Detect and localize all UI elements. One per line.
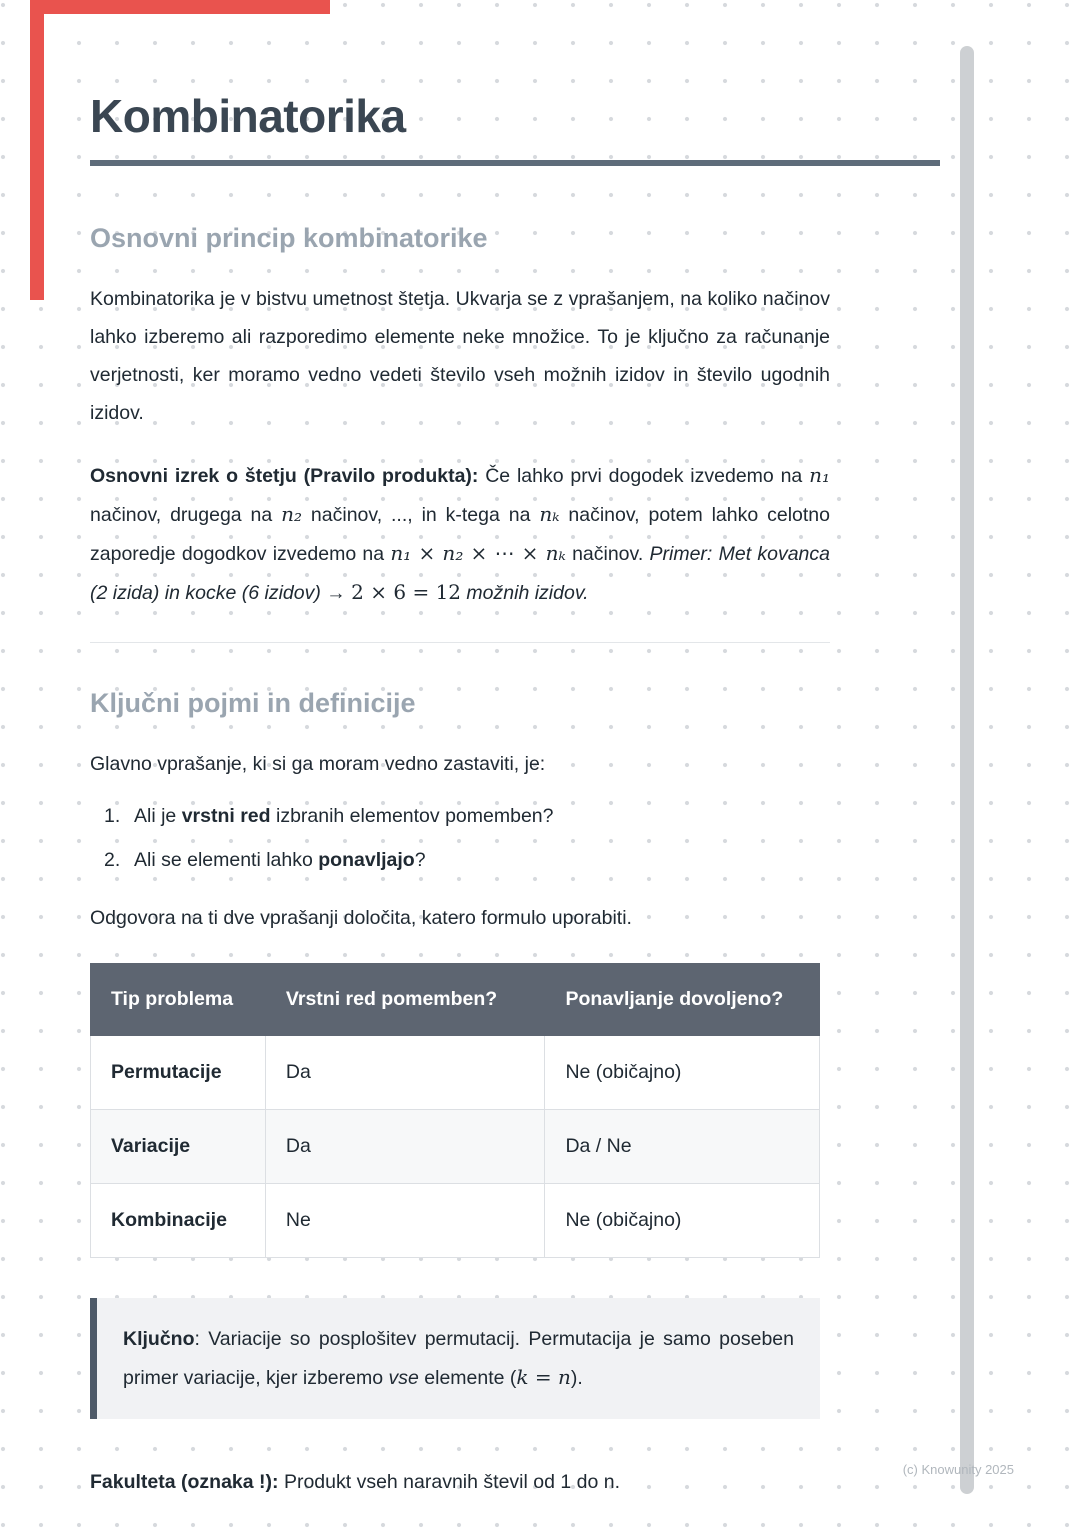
text-segment: Osnovni izrek o štetju (Pravilo produkta): (90, 465, 479, 487)
list-number: 1. (104, 805, 121, 827)
table-cell: Variacije (91, 1110, 266, 1184)
corner-accent-horizontal (30, 0, 330, 14)
text-segment-italic: vse (388, 1367, 419, 1389)
table-row-kombinacije (91, 1184, 820, 1258)
list-item (90, 841, 830, 879)
footer-credit: (c) Knowunity 2025 (902, 1462, 1014, 1477)
text-segment: načinov. (565, 543, 650, 565)
paragraph-intro: Kombinatorika je v bistvu umetnost štetja. Ukvarja se z vprašanjem, na koliko načinov lahko izberemo ali razporedimo elemente neke množice. To je ključno za računanje verjetnosti, ker moramo vedno vedeti število vseh možnih izidov in število ugodnih izidov. (90, 288, 830, 424)
section-divider (90, 642, 830, 643)
text-segment: : Variacije so posplošitev permutacij. Permutacija je samo poseben primer variacije, kjer izberemo (123, 1328, 794, 1389)
section-heading-key-terms: Ključni pojmi in definicije (90, 688, 416, 718)
document-content (90, 88, 830, 1501)
text-segment-bold: vrstni red (181, 805, 271, 827)
section-heading-basic-principle: Osnovni princip kombinatorike (90, 223, 488, 253)
text-segment: načinov, ..., in k-tega na (302, 504, 540, 526)
table-header-cell: Tip problema (91, 964, 266, 1036)
list-item-text (134, 797, 553, 835)
paragraph-answers: Odgovora na ti dve vprašanji določita, katero formulo uporabiti. (90, 907, 632, 929)
table-row-permutacije (91, 1036, 820, 1110)
list-item (90, 797, 830, 835)
title-rule (90, 160, 940, 166)
table-cell: Ne (običajno) (545, 1036, 820, 1110)
text-segment: načinov, potem lahko celotno zaporedje dogodkov izvedemo na (90, 504, 830, 565)
table-cell: Permutacije (91, 1036, 266, 1110)
list-number: 2. (104, 849, 121, 871)
list-item-text (134, 841, 426, 879)
table-header-cell: Ponavljanje dovoljeno? (545, 964, 820, 1036)
corner-accent-vertical (30, 0, 44, 300)
problem-type-table (90, 963, 820, 1258)
math-k-equals-n: k = n (516, 1365, 571, 1389)
paragraph-product-rule (90, 456, 830, 612)
math-n2: n₂ (281, 502, 303, 526)
math-example-result: 2 × 6 = 12 (351, 580, 462, 604)
math-product-formula: n₁ × n₂ × ⋯ × nₖ (390, 541, 566, 565)
table-cell: Da (265, 1036, 545, 1110)
math-n1: n₁ (809, 463, 830, 487)
text-segment: Ali je (134, 805, 182, 827)
math-nk: nₖ (539, 502, 560, 526)
table-row-variacije (91, 1110, 820, 1184)
table-cell: Ne (265, 1184, 545, 1258)
text-segment-bold: Ključno (123, 1328, 195, 1350)
text-segment: Ali se elementi lahko (134, 849, 319, 871)
table-header-cell: Vrstni red pomemben? (265, 964, 545, 1036)
text-segment-bold: Fakulteta (oznaka !): (90, 1471, 279, 1493)
key-note-callout (90, 1298, 820, 1419)
text-segment: načinov, drugega na (90, 504, 282, 526)
text-segment: Produkt vseh naravnih števil od 1 do n. (278, 1471, 620, 1493)
table-cell: Da (265, 1110, 545, 1184)
table-cell: Ne (običajno) (545, 1184, 820, 1258)
text-segment: ). (570, 1367, 583, 1389)
table-header-row (91, 964, 820, 1036)
page-title: Kombinatorika (90, 90, 406, 142)
text-segment: elemente ( (418, 1367, 517, 1389)
text-segment: izbranih elementov pomemben? (270, 805, 554, 827)
text-segment-example-end: možnih izidov. (461, 582, 589, 604)
text-segment-example: Primer: Met kovanca (2 izida) in kocke (6 izidov) → (90, 543, 830, 604)
table-cell: Kombinacije (91, 1184, 266, 1258)
text-segment: Če lahko prvi dogodek izvedemo na (478, 465, 810, 487)
question-list (90, 797, 830, 879)
text-segment: ? (414, 849, 426, 871)
table-cell: Da / Ne (545, 1110, 820, 1184)
text-segment-bold: ponavljajo (318, 849, 415, 871)
paragraph-question-intro: Glavno vprašanje, ki si ga moram vedno zastaviti, je: (90, 753, 546, 775)
paragraph-factorial (90, 1463, 830, 1501)
scrollbar-thumb[interactable] (960, 46, 974, 1494)
